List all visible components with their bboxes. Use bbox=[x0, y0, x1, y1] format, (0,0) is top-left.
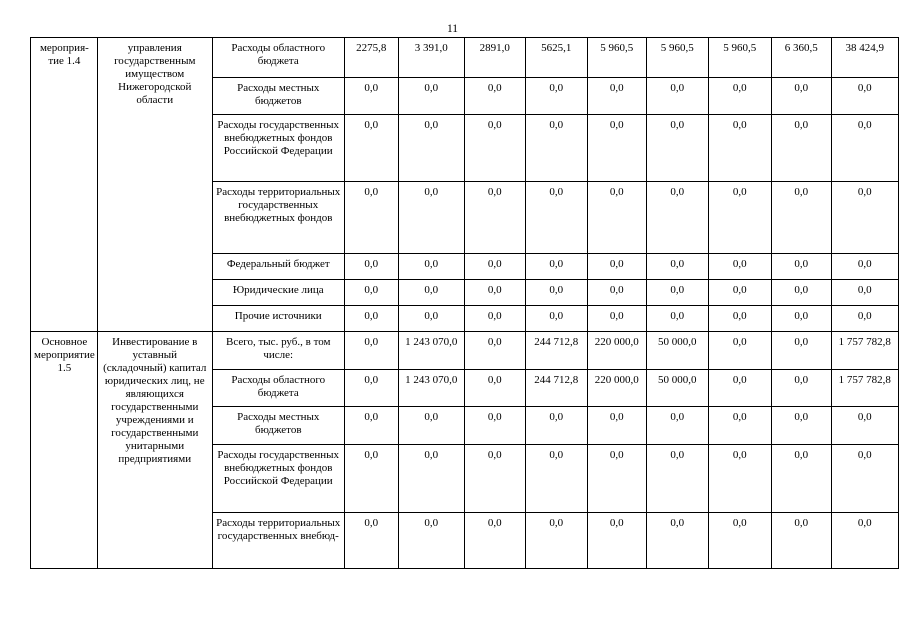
value-cell: 0,0 bbox=[464, 445, 525, 513]
value-cell: 0,0 bbox=[344, 306, 398, 332]
value-cell: 0,0 bbox=[646, 78, 708, 115]
measure-name-cell: управления государственным имуществом Нижегородской области bbox=[97, 38, 212, 332]
value-cell: 0,0 bbox=[771, 370, 831, 407]
value-cell: 0,0 bbox=[771, 332, 831, 370]
value-cell: 0,0 bbox=[708, 280, 771, 306]
value-cell: 0,0 bbox=[525, 254, 587, 280]
value-cell: 0,0 bbox=[708, 254, 771, 280]
value-cell: 0,0 bbox=[525, 115, 587, 182]
value-cell: 0,0 bbox=[464, 78, 525, 115]
value-cell: 50 000,0 bbox=[646, 332, 708, 370]
value-cell: 0,0 bbox=[464, 280, 525, 306]
value-cell: 0,0 bbox=[831, 78, 898, 115]
funding-source-label: Расходы областного бюджета bbox=[212, 370, 344, 407]
value-cell: 0,0 bbox=[398, 513, 464, 569]
value-cell: 0,0 bbox=[646, 306, 708, 332]
value-cell: 0,0 bbox=[344, 513, 398, 569]
value-cell: 5625,1 bbox=[525, 38, 587, 78]
value-cell: 0,0 bbox=[344, 78, 398, 115]
value-cell: 0,0 bbox=[831, 306, 898, 332]
value-cell: 0,0 bbox=[831, 445, 898, 513]
value-cell: 3 391,0 bbox=[398, 38, 464, 78]
value-cell: 5 960,5 bbox=[708, 38, 771, 78]
value-cell: 0,0 bbox=[344, 280, 398, 306]
value-cell: 0,0 bbox=[771, 445, 831, 513]
value-cell: 220 000,0 bbox=[587, 332, 646, 370]
measure-code-cell: мероприя-тие 1.4 bbox=[31, 38, 98, 332]
value-cell: 0,0 bbox=[831, 513, 898, 569]
value-cell: 0,0 bbox=[771, 280, 831, 306]
value-cell: 0,0 bbox=[398, 115, 464, 182]
value-cell: 0,0 bbox=[344, 182, 398, 254]
table-body bbox=[31, 38, 899, 569]
value-cell: 0,0 bbox=[587, 445, 646, 513]
value-cell: 1 243 070,0 bbox=[398, 370, 464, 407]
value-cell: 0,0 bbox=[708, 513, 771, 569]
value-cell: 0,0 bbox=[587, 254, 646, 280]
funding-source-label: Расходы местных бюджетов bbox=[212, 407, 344, 445]
value-cell: 0,0 bbox=[525, 78, 587, 115]
value-cell: 0,0 bbox=[398, 78, 464, 115]
value-cell: 0,0 bbox=[771, 513, 831, 569]
value-cell: 0,0 bbox=[708, 332, 771, 370]
measure-code-cell: Основное мероприятие 1.5 bbox=[31, 332, 98, 569]
value-cell: 0,0 bbox=[708, 182, 771, 254]
value-cell: 0,0 bbox=[344, 370, 398, 407]
value-cell: 0,0 bbox=[646, 513, 708, 569]
funding-source-label: Расходы территориальных государственных внебюджетных фондов bbox=[212, 182, 344, 254]
value-cell: 6 360,5 bbox=[771, 38, 831, 78]
value-cell: 1 757 782,8 bbox=[831, 332, 898, 370]
value-cell: 0,0 bbox=[587, 280, 646, 306]
value-cell: 0,0 bbox=[771, 254, 831, 280]
value-cell: 0,0 bbox=[587, 306, 646, 332]
table-row bbox=[31, 38, 899, 78]
value-cell: 0,0 bbox=[398, 306, 464, 332]
value-cell: 0,0 bbox=[646, 280, 708, 306]
value-cell: 38 424,9 bbox=[831, 38, 898, 78]
value-cell: 0,0 bbox=[464, 115, 525, 182]
value-cell: 0,0 bbox=[831, 280, 898, 306]
value-cell: 0,0 bbox=[464, 332, 525, 370]
value-cell: 0,0 bbox=[587, 513, 646, 569]
value-cell: 0,0 bbox=[587, 182, 646, 254]
page-number: 11 bbox=[446, 23, 459, 35]
value-cell: 0,0 bbox=[464, 182, 525, 254]
value-cell: 0,0 bbox=[398, 445, 464, 513]
value-cell: 2275,8 bbox=[344, 38, 398, 78]
value-cell: 0,0 bbox=[646, 407, 708, 445]
value-cell: 0,0 bbox=[708, 115, 771, 182]
value-cell: 50 000,0 bbox=[646, 370, 708, 407]
value-cell: 0,0 bbox=[398, 254, 464, 280]
table-row bbox=[31, 332, 899, 370]
value-cell: 0,0 bbox=[708, 407, 771, 445]
value-cell: 0,0 bbox=[464, 306, 525, 332]
value-cell: 0,0 bbox=[646, 254, 708, 280]
value-cell: 0,0 bbox=[525, 513, 587, 569]
value-cell: 0,0 bbox=[708, 78, 771, 115]
value-cell: 0,0 bbox=[587, 78, 646, 115]
funding-source-label: Расходы государственных внебюджетных фондов Российской Федерации bbox=[212, 445, 344, 513]
value-cell: 0,0 bbox=[398, 280, 464, 306]
value-cell: 0,0 bbox=[344, 254, 398, 280]
measure-name-cell: Инвестирование в уставный (складочный) капитал юридических лиц, не являющихся государственными учреждениями и государственными унитарными предприятиями bbox=[97, 332, 212, 569]
value-cell: 0,0 bbox=[771, 182, 831, 254]
value-cell: 0,0 bbox=[525, 407, 587, 445]
value-cell: 0,0 bbox=[831, 115, 898, 182]
value-cell: 0,0 bbox=[708, 306, 771, 332]
value-cell: 0,0 bbox=[771, 115, 831, 182]
value-cell: 0,0 bbox=[831, 182, 898, 254]
funding-source-label: Расходы территориальных государственных внебюд- bbox=[212, 513, 344, 569]
value-cell: 0,0 bbox=[587, 115, 646, 182]
value-cell: 0,0 bbox=[398, 407, 464, 445]
value-cell: 0,0 bbox=[344, 332, 398, 370]
value-cell: 0,0 bbox=[398, 182, 464, 254]
value-cell: 0,0 bbox=[464, 513, 525, 569]
value-cell: 0,0 bbox=[646, 445, 708, 513]
value-cell: 0,0 bbox=[344, 407, 398, 445]
value-cell: 0,0 bbox=[771, 78, 831, 115]
value-cell: 0,0 bbox=[344, 445, 398, 513]
value-cell: 1 243 070,0 bbox=[398, 332, 464, 370]
budget-table bbox=[30, 37, 899, 569]
funding-source-label: Расходы государственных внебюджетных фондов Российской Федерации bbox=[212, 115, 344, 182]
value-cell: 0,0 bbox=[525, 280, 587, 306]
value-cell: 244 712,8 bbox=[525, 370, 587, 407]
value-cell: 0,0 bbox=[587, 407, 646, 445]
value-cell: 0,0 bbox=[831, 407, 898, 445]
funding-source-label: Федеральный бюджет bbox=[212, 254, 344, 280]
value-cell: 0,0 bbox=[646, 115, 708, 182]
funding-source-label: Прочие источники bbox=[212, 306, 344, 332]
value-cell: 0,0 bbox=[708, 370, 771, 407]
value-cell: 0,0 bbox=[464, 370, 525, 407]
funding-source-label: Расходы областного бюджета bbox=[212, 38, 344, 78]
value-cell: 0,0 bbox=[464, 407, 525, 445]
value-cell: 0,0 bbox=[646, 182, 708, 254]
value-cell: 5 960,5 bbox=[646, 38, 708, 78]
funding-source-label: Расходы местных бюджетов bbox=[212, 78, 344, 115]
value-cell: 0,0 bbox=[344, 115, 398, 182]
value-cell: 5 960,5 bbox=[587, 38, 646, 78]
value-cell: 0,0 bbox=[525, 306, 587, 332]
value-cell: 0,0 bbox=[525, 445, 587, 513]
funding-source-label: Всего, тыс. руб., в том числе: bbox=[212, 332, 344, 370]
value-cell: 0,0 bbox=[771, 407, 831, 445]
value-cell: 0,0 bbox=[525, 182, 587, 254]
value-cell: 1 757 782,8 bbox=[831, 370, 898, 407]
value-cell: 2891,0 bbox=[464, 38, 525, 78]
funding-source-label: Юридические лица bbox=[212, 280, 344, 306]
value-cell: 0,0 bbox=[464, 254, 525, 280]
value-cell: 0,0 bbox=[831, 254, 898, 280]
value-cell: 0,0 bbox=[708, 445, 771, 513]
value-cell: 0,0 bbox=[771, 306, 831, 332]
value-cell: 220 000,0 bbox=[587, 370, 646, 407]
value-cell: 244 712,8 bbox=[525, 332, 587, 370]
